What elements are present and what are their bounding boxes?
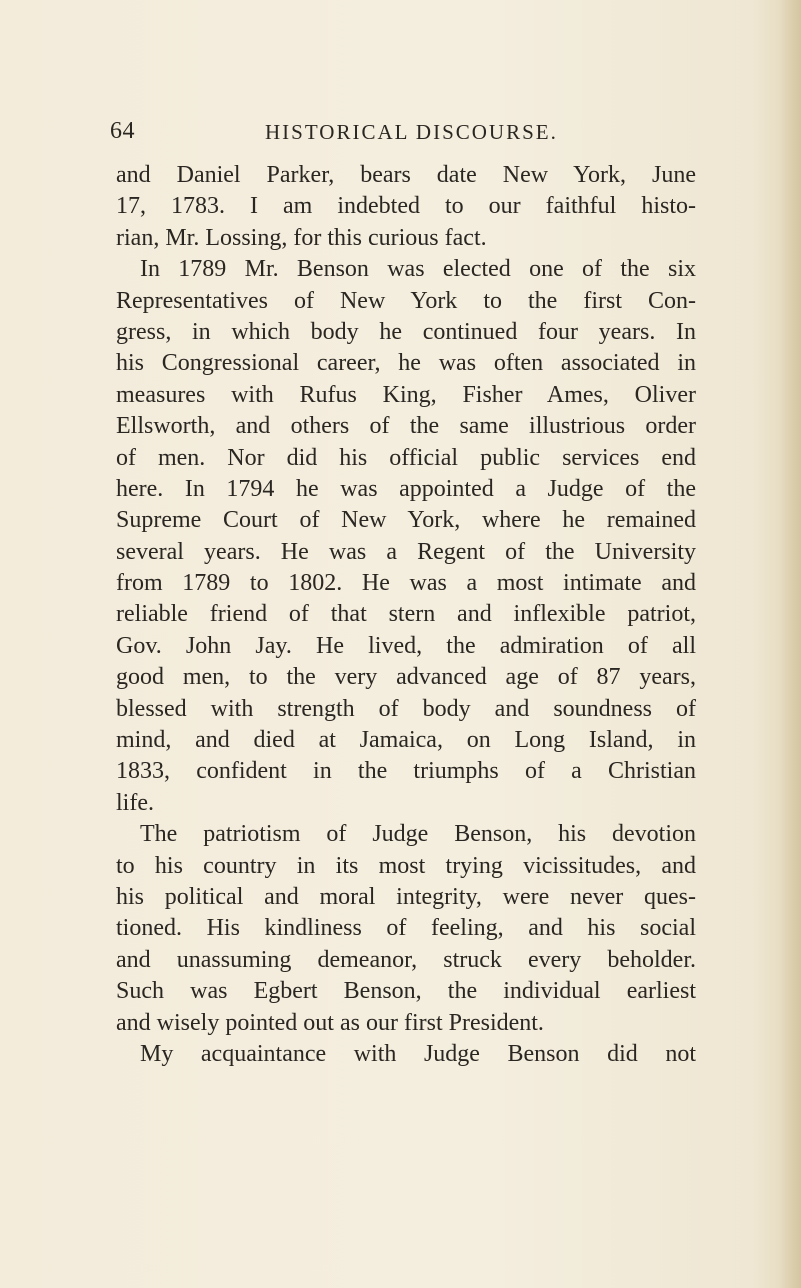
page-header [110,118,690,148]
text-line: life. [116,789,154,816]
text-line: My acquaintance with Judge Benson did not [140,1040,696,1067]
text-line: and unassuming demeanor, struck every beholder. [116,946,696,973]
page-number: 64 [110,118,135,144]
text-line: from 1789 to 1802. He was a most intimate and [116,570,696,597]
text-line: 1833, confident in the triumphs of a Christian [116,758,696,785]
text-line: his Congressional career, he was often associated in [116,350,696,377]
text-line: In 1789 Mr. Benson was elected one of the six [140,256,696,283]
text-line: Representatives of New York to the first Con- [116,287,696,314]
text-line: good men, to the very advanced age of 87 years, [116,664,696,691]
text-line: of men. Nor did his official public services end [116,444,696,471]
body-text [116,160,696,1070]
text-line: reliable friend of that stern and inflexible patriot, [116,601,696,628]
text-line: Such was Egbert Benson, the individual earliest [116,978,696,1005]
text-line: to his country in its most trying vicissitudes, and [116,852,696,879]
running-head: HISTORICAL DISCOURSE. [265,120,558,144]
text-line: rian, Mr. Lossing, for this curious fact. [116,224,487,251]
text-line: and Daniel Parker, bears date New York, June [116,162,696,188]
text-line: measures with Rufus King, Fisher Ames, Oliver [116,381,696,408]
text-line: gress, in which body he continued four years. In [116,318,696,345]
text-line: tioned. His kindliness of feeling, and his social [116,915,696,942]
text-line: blessed with strength of body and soundness of [116,695,696,722]
text-line: Gov. John Jay. He lived, the admiration of all [116,632,696,659]
text-line: Ellsworth, and others of the same illustrious order [116,413,696,440]
text-line: The patriotism of Judge Benson, his devotion [140,821,696,848]
text-line: mind, and died at Jamaica, on Long Island, in [116,727,696,754]
text-line: Supreme Court of New York, where he remained [116,507,696,534]
text-line: 17, 1783. I am indebted to our faithful histo- [116,193,696,220]
text-line: his political and moral integrity, were never ques- [116,883,696,910]
text-line: several years. He was a Regent of the University [116,538,696,565]
text-line: here. In 1794 he was appointed a Judge of the [116,475,696,502]
page-edge-shadow [779,0,801,1288]
text-line: and wisely pointed out as our first President. [116,1009,544,1036]
